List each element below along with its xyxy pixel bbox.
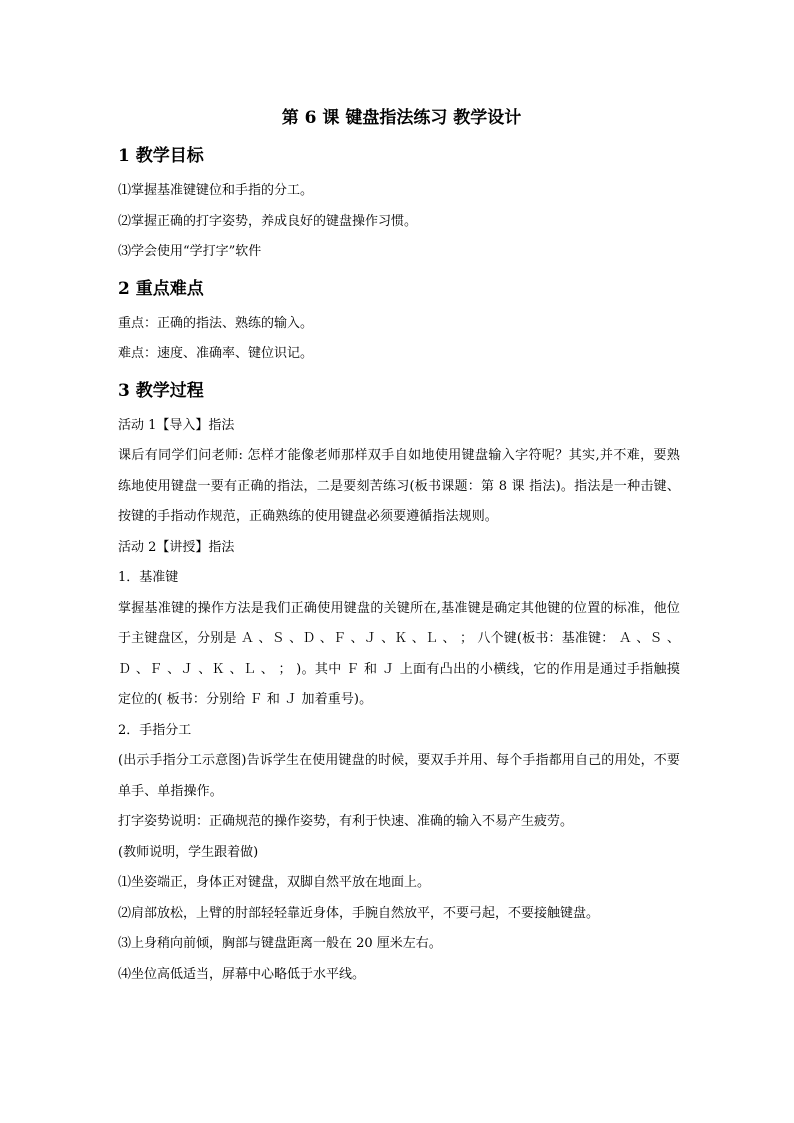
paragraph: 打字姿势说明：正确规范的操作姿势，有利于快速、准确的输入不易产生疲劳。	[118, 814, 574, 829]
section-key-points	[118, 277, 680, 370]
subheading: 2．手指分工	[118, 722, 192, 738]
paragraph: 掌握基准键的操作方法是我们正确使用键盘的关键所在,基准键是确定其他键的位置的标准，他位于主键盘区，分别是 Ａ 、Ｓ 、Ｄ 、Ｆ 、Ｊ 、Ｋ 、Ｌ 、 ； 八个键(板书：基准键： Ａ 、Ｓ 、Ｄ 、Ｆ 、Ｊ 、Ｋ 、Ｌ 、 ； )。其中 Ｆ 和 Ｊ 上面有凸出的小横线，它的作用是通过手指触摸定位的( 板书：分别给 Ｆ 和 Ｊ 加着重号)。	[118, 600, 680, 707]
paragraph: ⑴掌握基准键键位和手指的分工。	[118, 183, 314, 198]
activity-heading: 活动 2【讲授】指法	[118, 539, 235, 555]
activity-heading: 活动 1【导入】指法	[118, 417, 235, 433]
paragraph: ⑶学会使用“学打字”软件	[118, 244, 262, 259]
paragraph: 课后有同学们问老师: 怎样才能像老师那样双手自如地使用键盘输入字符呢？其实,并不难，要熟练地使用键盘一要有正确的指法，二是要刻苦练习(板书课题：第 8 课 指法)。指法是一种击键、按键的手指动作规范，正确熟练的使用键盘必须要遵循指法规则。	[118, 448, 680, 524]
paragraph: 重点：正确的指法、熟练的输入。	[118, 315, 314, 331]
list-item: ⑴坐姿端正，身体正对键盘，双脚自然平放在地面上。	[118, 875, 431, 890]
paragraph: ⑵掌握正确的打字姿势，养成良好的键盘操作习惯。	[118, 213, 418, 229]
paragraph: (教师说明，学生跟着做)	[118, 844, 259, 860]
section-heading: 3 教学过程	[118, 380, 204, 401]
section-objectives	[118, 144, 680, 268]
document-page	[118, 105, 680, 999]
list-item: ⑵肩部放松，上臂的肘部轻轻靠近身体，手腕自然放平，不要弓起，不要接触键盘。	[118, 905, 600, 921]
list-item: ⑶上身稍向前倾，胸部与键盘距离一般在 20 厘米左右。	[118, 936, 442, 951]
paragraph: 难点：速度、准确率、键位识记。	[118, 346, 314, 361]
section-heading: 1 教学目标	[118, 146, 204, 166]
section-process	[118, 379, 680, 991]
list-item: ⑷坐位高低适当，屏幕中心略低于水平线。	[118, 966, 366, 982]
paragraph: (出示手指分工示意图)告诉学生在使用键盘的时候，要双手并用、每个手指都用自己的用处，不要单手、单指操作。	[118, 753, 680, 799]
subheading: 1．基准键	[118, 570, 179, 585]
document-title: 第 6 课 键盘指法练习 教学设计	[281, 108, 522, 128]
section-heading: 2 重点难点	[118, 278, 204, 299]
